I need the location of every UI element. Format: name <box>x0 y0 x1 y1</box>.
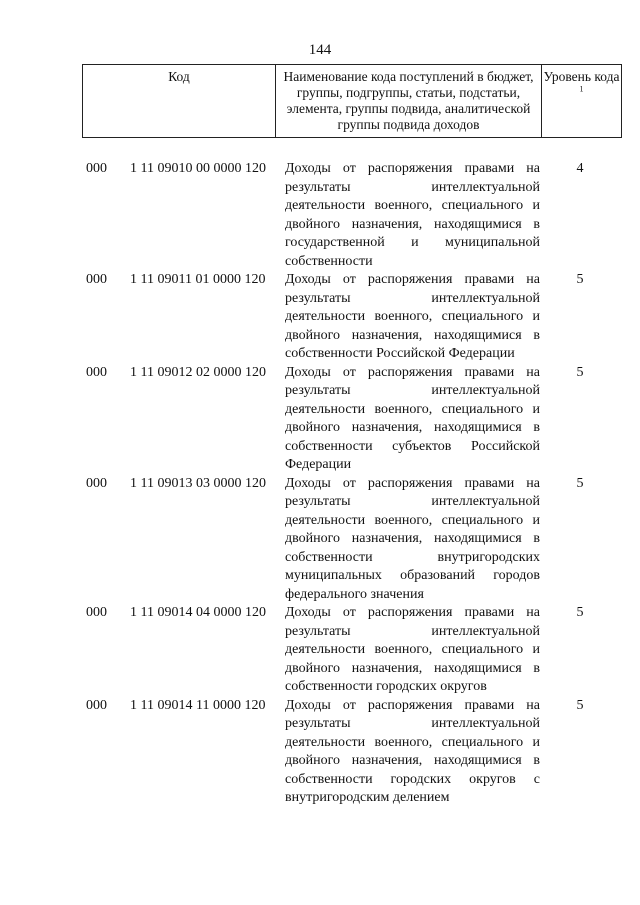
row-name: Доходы от распоряжения правами на результаты интеллектуальной деятельности военного, специального и двойного назначения, находящимися в собственности городских округов с внутригородским делением <box>285 697 540 805</box>
row-admin-code: 000 <box>86 475 107 491</box>
row-level: 5 <box>576 272 584 287</box>
row-name: Доходы от распоряжения правами на результаты интеллектуальной деятельности военного, специального и двойного назначения, находящимися в собственности субъектов Российской Федерации <box>285 364 540 472</box>
row-code: 1 11 09013 03 0000 120 <box>130 475 266 491</box>
row-code: 1 11 09011 01 0000 120 <box>130 272 266 287</box>
table-row <box>82 160 622 271</box>
table-header <box>82 64 622 138</box>
row-admin-code: 000 <box>86 161 107 176</box>
row-level: 5 <box>576 605 584 620</box>
header-level <box>542 65 621 137</box>
header-level-label: Уровень кода <box>543 69 620 84</box>
row-code: 1 11 09014 11 0000 120 <box>130 697 266 713</box>
row-admin-code: 000 <box>86 605 107 620</box>
table-row <box>82 604 622 697</box>
row-admin-code: 000 <box>86 272 107 287</box>
row-name: Доходы от распоряжения правами на результаты интеллектуальной деятельности военного, специального и двойного назначения, находящимися в собственности внутригородских муниципальных образований городов федерального значения <box>285 475 540 602</box>
table-body <box>82 160 622 808</box>
row-name: Доходы от распоряжения правами на результаты интеллектуальной деятельности военного, специального и двойного назначения, находящимися в собственности городских округов <box>285 605 540 694</box>
header-name: Наименование кода поступлений в бюджет, группы, подгруппы, статьи, подстатьи, элемента, группы подвида, аналитической группы подвида доходов <box>276 65 542 137</box>
row-name: Доходы от распоряжения правами на результаты интеллектуальной деятельности военного, специального и двойного назначения, находящимися в государственной и муниципальной собственности <box>285 161 540 269</box>
row-level: 4 <box>576 161 584 176</box>
row-level: 5 <box>576 475 584 491</box>
page-number: 144 <box>308 42 332 58</box>
row-code: 1 11 09012 02 0000 120 <box>130 364 266 380</box>
row-admin-code: 000 <box>86 697 107 713</box>
table-row <box>82 697 622 808</box>
row-admin-code: 000 <box>86 364 107 380</box>
row-level: 5 <box>576 364 584 380</box>
row-code: 1 11 09010 00 0000 120 <box>130 161 266 176</box>
table-row <box>82 271 622 364</box>
header-code: Код <box>83 65 276 137</box>
row-level: 5 <box>576 697 584 713</box>
table-row <box>82 475 622 605</box>
table-row <box>82 364 622 475</box>
header-level-footnote: 1 <box>579 84 584 94</box>
row-code: 1 11 09014 04 0000 120 <box>130 605 266 620</box>
row-name: Доходы от распоряжения правами на результаты интеллектуальной деятельности военного, специального и двойного назначения, находящимися в собственности Российской Федерации <box>285 272 540 361</box>
